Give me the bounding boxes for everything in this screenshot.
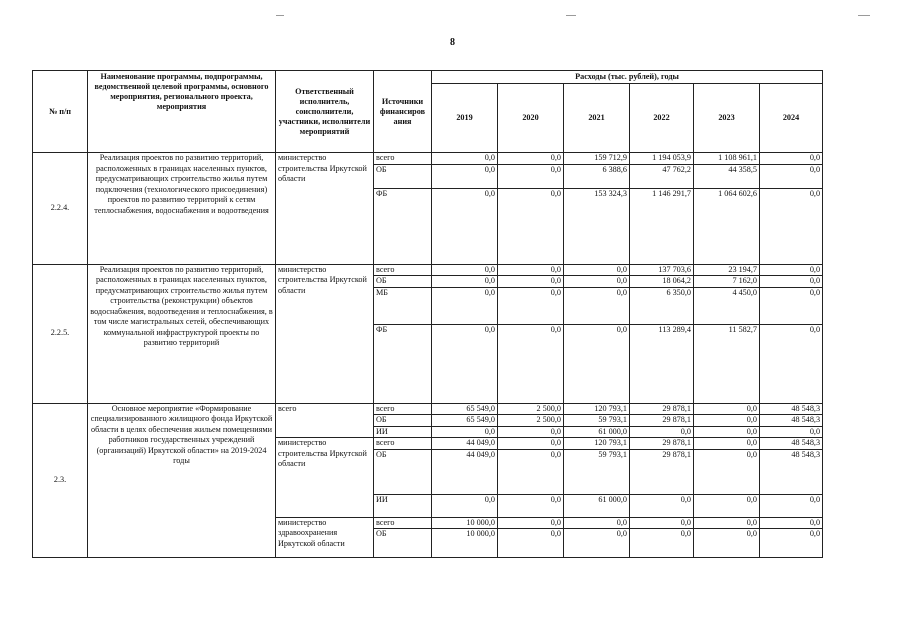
value-cell: 0,0 (432, 188, 498, 264)
value-cell: 0,0 (432, 276, 498, 288)
value-cell: 0,0 (760, 529, 823, 558)
source-cell: ИИ (374, 494, 432, 517)
header-year: 2024 (760, 84, 823, 153)
value-cell: 0,0 (564, 287, 630, 324)
value-cell: 0,0 (694, 494, 760, 517)
value-cell: 0,0 (564, 324, 630, 403)
value-cell: 0,0 (630, 494, 694, 517)
source-cell: ОБ (374, 164, 432, 188)
value-cell: 0,0 (760, 276, 823, 288)
value-cell: 2 500,0 (498, 403, 564, 415)
value-cell: 137 703,6 (630, 264, 694, 276)
value-cell: 0,0 (432, 153, 498, 165)
value-cell: 65 549,0 (432, 403, 498, 415)
header-year: 2019 (432, 84, 498, 153)
value-cell: 6 388,6 (564, 164, 630, 188)
value-cell: 0,0 (694, 529, 760, 558)
header-year: 2020 (498, 84, 564, 153)
value-cell: 0,0 (498, 188, 564, 264)
source-cell: ОБ (374, 276, 432, 288)
value-cell: 0,0 (498, 449, 564, 494)
value-cell: 6 350,0 (630, 287, 694, 324)
value-cell: 0,0 (498, 529, 564, 558)
value-cell: 0,0 (760, 324, 823, 403)
value-cell: 44 049,0 (432, 438, 498, 450)
value-cell: 0,0 (630, 517, 694, 529)
value-cell: 0,0 (760, 426, 823, 438)
value-cell: 0,0 (498, 287, 564, 324)
source-cell: ОБ (374, 415, 432, 427)
source-cell: ФБ (374, 324, 432, 403)
program-expenses-table (32, 70, 823, 558)
table-row (33, 153, 823, 165)
value-cell: 120 793,1 (564, 438, 630, 450)
header-col-responsible: Ответственный исполнитель, соисполнители, участники, исполнители мероприятий (276, 71, 374, 153)
source-cell: МБ (374, 287, 432, 324)
value-cell: 0,0 (694, 426, 760, 438)
row-name: Основное мероприятие «Формирование специализированного жилищного фонда Иркутской области в целях обеспечения жильем помещениями работников государственных учреждений (организаций) Иркутской области» на 2019-2024 годы (88, 403, 276, 558)
value-cell: 47 762,2 (630, 164, 694, 188)
value-cell: 120 793,1 (564, 403, 630, 415)
row-responsible-construction: министерство строительства Иркутской области (276, 438, 374, 518)
row-responsible-total: всего (276, 403, 374, 438)
row-responsible-health: министерство здравоохранения Иркутской области (276, 517, 374, 558)
value-cell: 0,0 (760, 164, 823, 188)
value-cell: 0,0 (760, 153, 823, 165)
value-cell: 10 000,0 (432, 529, 498, 558)
value-cell: 0,0 (498, 324, 564, 403)
value-cell: 0,0 (564, 276, 630, 288)
value-cell: 4 450,0 (694, 287, 760, 324)
value-cell: 10 000,0 (432, 517, 498, 529)
value-cell: 29 878,1 (630, 415, 694, 427)
value-cell: 29 878,1 (630, 449, 694, 494)
value-cell: 65 549,0 (432, 415, 498, 427)
value-cell: 1 064 602,6 (694, 188, 760, 264)
value-cell: 0,0 (694, 438, 760, 450)
value-cell: 0,0 (432, 494, 498, 517)
value-cell: 0,0 (432, 264, 498, 276)
value-cell: 1 146 291,7 (630, 188, 694, 264)
value-cell: 44 358,5 (694, 164, 760, 188)
value-cell: 23 194,7 (694, 264, 760, 276)
value-cell: 0,0 (498, 276, 564, 288)
value-cell: 48 548,3 (760, 438, 823, 450)
value-cell: 0,0 (760, 287, 823, 324)
value-cell: 0,0 (498, 264, 564, 276)
value-cell: 61 000,0 (564, 426, 630, 438)
value-cell: 1 108 961,1 (694, 153, 760, 165)
value-cell: 0,0 (498, 494, 564, 517)
value-cell: 159 712,9 (564, 153, 630, 165)
source-cell: ИИ (374, 426, 432, 438)
value-cell: 0,0 (694, 517, 760, 529)
value-cell: 48 548,3 (760, 403, 823, 415)
value-cell: 0,0 (432, 164, 498, 188)
value-cell: 0,0 (694, 449, 760, 494)
header-col-no: № п/п (33, 71, 88, 153)
page-number: 8 (450, 37, 455, 48)
table-row (33, 264, 823, 276)
value-cell: 0,0 (432, 287, 498, 324)
value-cell: 0,0 (564, 529, 630, 558)
source-cell: ОБ (374, 449, 432, 494)
value-cell: 7 162,0 (694, 276, 760, 288)
value-cell: 0,0 (564, 264, 630, 276)
value-cell: 0,0 (498, 153, 564, 165)
row-number: 2.2.4. (33, 153, 88, 265)
row-number: 2.2.5. (33, 264, 88, 403)
value-cell: 0,0 (630, 426, 694, 438)
value-cell: 0,0 (760, 264, 823, 276)
source-cell: ОБ (374, 529, 432, 558)
value-cell: 2 500,0 (498, 415, 564, 427)
value-cell: 11 582,7 (694, 324, 760, 403)
header-year: 2021 (564, 84, 630, 153)
source-cell: всего (374, 438, 432, 450)
source-cell: ФБ (374, 188, 432, 264)
value-cell: 0,0 (760, 188, 823, 264)
value-cell: 0,0 (498, 164, 564, 188)
row-name: Реализация проектов по развитию территорий, расположенных в границах населенных пунктов, предусматривающих строительство жилья путем строительства (реконструкции) объектов водоснабжения, водоотведения и теплоснабжения, в том числе магистральных сетей, обеспечивающих коммунальной инфраструктурой проекты по развитию территорий (88, 264, 276, 403)
value-cell: 48 548,3 (760, 415, 823, 427)
header-col-source: Источники финансиров ания (374, 71, 432, 153)
value-cell: 0,0 (432, 324, 498, 403)
value-cell: 0,0 (694, 403, 760, 415)
value-cell: 29 878,1 (630, 403, 694, 415)
value-cell: 0,0 (630, 529, 694, 558)
value-cell: 44 049,0 (432, 449, 498, 494)
source-cell: всего (374, 264, 432, 276)
value-cell: 0,0 (498, 426, 564, 438)
value-cell: 0,0 (498, 517, 564, 529)
source-cell: всего (374, 517, 432, 529)
value-cell: 1 194 053,9 (630, 153, 694, 165)
value-cell: 0,0 (564, 517, 630, 529)
value-cell: 153 324,3 (564, 188, 630, 264)
source-cell: всего (374, 153, 432, 165)
header-year: 2022 (630, 84, 694, 153)
header-col-name: Наименование программы, подпрограммы, ведомственной целевой программы, основного мероприятия, регионального проекта, мероприятия (88, 71, 276, 153)
value-cell: 18 064,2 (630, 276, 694, 288)
row-number: 2.3. (33, 403, 88, 558)
header-year: 2023 (694, 84, 760, 153)
value-cell: 61 000,0 (564, 494, 630, 517)
row-name: Реализация проектов по развитию территорий, расположенных в границах населенных пунктов, предусматривающих строительство жилья путем подключения (технологического присоединения) проектов по развитию территорий к сетям теплоснабжения, водоснабжения и водоотведения (88, 153, 276, 265)
value-cell: 29 878,1 (630, 438, 694, 450)
header-expenses-title: Расходы (тыс. рублей), годы (432, 71, 823, 84)
value-cell: 0,0 (694, 415, 760, 427)
value-cell: 48 548,3 (760, 449, 823, 494)
value-cell: 113 289,4 (630, 324, 694, 403)
value-cell: 0,0 (498, 438, 564, 450)
row-responsible: министерство строительства Иркутской области (276, 264, 374, 403)
value-cell: 59 793,1 (564, 449, 630, 494)
value-cell: 0,0 (760, 517, 823, 529)
row-responsible: министерство строительства Иркутской области (276, 153, 374, 265)
value-cell: 0,0 (432, 426, 498, 438)
scan-marks (0, 10, 905, 20)
value-cell: 59 793,1 (564, 415, 630, 427)
table-row (33, 403, 823, 415)
source-cell: всего (374, 403, 432, 415)
value-cell: 0,0 (760, 494, 823, 517)
